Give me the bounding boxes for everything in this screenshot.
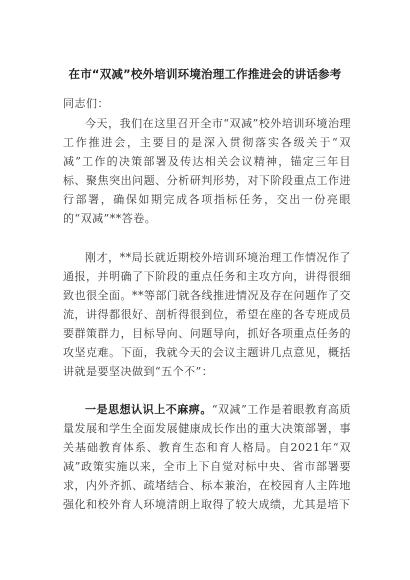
paragraph-1	[63, 114, 351, 228]
salutation-block	[63, 94, 351, 113]
salutation: 同志们：	[63, 97, 109, 110]
point-1-heading: 一是思想认识上不麻痹。	[85, 403, 212, 416]
document-title: 在市“双减”校外培训环境治理工作推进会的讲话参考	[68, 67, 342, 81]
point-1-paragraph	[63, 400, 351, 514]
paragraph-3	[63, 400, 351, 514]
point-1-text: “双减”工作是着眼教育高质量发展和学生全面发展健康成长作出的重大决策部署，事关基础教育体系、教育生态和育人格局。自2021年“双减”政策实施以来，全市上下自觉对标中央、省市部署要求，内外齐抓、疏堵结合、标本兼治，在校园育人主阵地强化和校外育人环境清朗上取得了较大成绩，尤其是培下	[63, 403, 351, 511]
paragraph-text: 刚才，**局长就近期校外培训环境治理工作情况作了通报，并明确了下阶段的重点任务和主攻方向，讲得很细致也很全面。**等部门就各线推进情况及存在问题作了交流，讲得都很好、剖析得很到位，希望在座的各专班成员要群策群力，目标导向、问题导向，抓好各项重点任务的攻坚克难。下面，我就今天的会议主题讲几点意见，概括讲就是要坚决做到“五个不”：	[63, 251, 351, 378]
paragraph-text: 今天，我们在这里召开全市“双减”校外培训环境治理工作推进会，主要目的是深入贯彻落实各级关于“双减”工作的决策部署及传达相关会议精神，锚定三年目标、聚焦突出问题、分析研判形势，对下阶段重点工作进行部署，确保如期完成各项指标任务，交出一份亮眼的“双减”**答卷。	[63, 117, 351, 225]
paragraph-2	[63, 248, 351, 381]
